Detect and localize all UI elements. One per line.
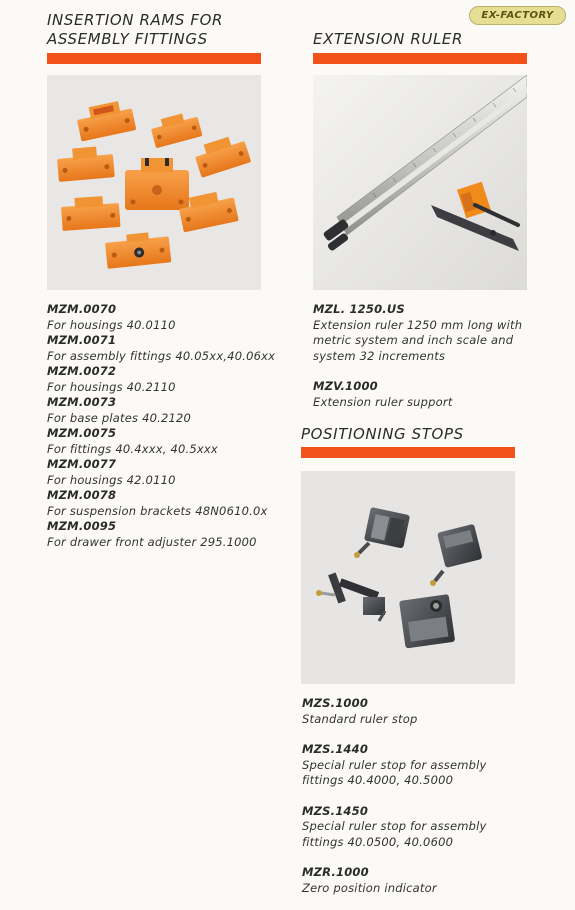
item-code: MZM.0072 [47, 364, 117, 378]
item-code: MZM.0071 [47, 333, 117, 347]
item-code: MZM.0095 [47, 519, 117, 533]
item-code: MZS.1000 [302, 696, 369, 710]
item-desc-line: Zero position indicator [302, 880, 437, 895]
extension-ruler-title: EXTENSION RULER [313, 30, 464, 48]
item-desc: For drawer front adjuster 295.1000 [47, 534, 257, 549]
item-desc: For fittings 40.4xxx, 40.5xxx [47, 441, 218, 456]
insertion-rams-title [47, 11, 223, 49]
list-item [47, 488, 275, 519]
item-code: MZS.1450 [302, 803, 369, 818]
list-item [302, 742, 487, 789]
item-desc: For housings 42.0110 [47, 472, 176, 487]
positioning-stops-list [302, 696, 487, 896]
item-desc: For assembly fittings 40.05xx,40.06xx [47, 348, 276, 363]
insertion-rams-illustration [47, 75, 261, 290]
item-desc: For housings 40.2110 [47, 379, 176, 394]
list-item [302, 696, 487, 727]
item-code: MZL. 1250.US [313, 302, 405, 316]
list-item [47, 364, 275, 395]
item-code: MZM.0073 [47, 395, 117, 409]
ruler-accent-bar [313, 53, 527, 64]
extension-ruler-photo [313, 75, 527, 290]
insertion-title-line2: ASSEMBLY FITTINGS [47, 30, 208, 48]
list-item [313, 302, 522, 364]
list-item [302, 804, 487, 851]
item-code: MZM.0078 [47, 488, 117, 502]
item-code: MZR.1000 [302, 865, 369, 879]
positioning-stops-illustration [301, 471, 515, 684]
list-item [47, 519, 275, 550]
insertion-title-line1: INSERTION RAMS FOR [47, 11, 224, 29]
list-item [47, 426, 275, 457]
insertion-accent-bar [47, 53, 261, 64]
list-item [47, 302, 275, 333]
positioning-stops-title: POSITIONING STOPS [301, 425, 464, 443]
list-item [47, 333, 275, 364]
insertion-rams-list [47, 302, 275, 550]
item-desc: For suspension brackets 48N0610.0x [47, 503, 268, 518]
item-code: MZM.0077 [47, 457, 117, 471]
positioning-stops-photo [301, 471, 515, 684]
insertion-rams-photo [47, 75, 261, 290]
list-item [47, 457, 275, 488]
item-desc-line: Extension ruler support [313, 394, 453, 409]
item-desc-line: Special ruler stop for assembly [302, 757, 487, 772]
extension-ruler-illustration [313, 75, 527, 290]
item-code: MZS.1440 [302, 742, 369, 756]
item-code: MZM.0070 [47, 302, 117, 316]
item-code: MZV.1000 [313, 379, 378, 393]
ex-factory-logo: EX-FACTORY [469, 6, 566, 25]
item-desc: For housings 40.0110 [47, 317, 176, 332]
item-desc: For base plates 40.2120 [47, 410, 192, 425]
list-item [313, 379, 522, 410]
stops-accent-bar [301, 447, 515, 458]
list-item [302, 865, 487, 896]
item-code: MZM.0075 [47, 426, 117, 440]
item-desc-line: system 32 increments [313, 348, 446, 363]
item-desc-line: Special ruler stop for assembly [302, 819, 487, 833]
item-desc-line: fittings 40.4000, 40.5000 [302, 773, 454, 787]
item-desc-line: Standard ruler stop [302, 711, 418, 726]
item-desc-line: metric system and inch scale and [313, 333, 514, 347]
item-desc-line: Extension ruler 1250 mm long with [313, 317, 523, 332]
item-desc-line: fittings 40.0500, 40.0600 [302, 834, 454, 849]
list-item [47, 395, 275, 426]
extension-ruler-list [313, 302, 522, 410]
